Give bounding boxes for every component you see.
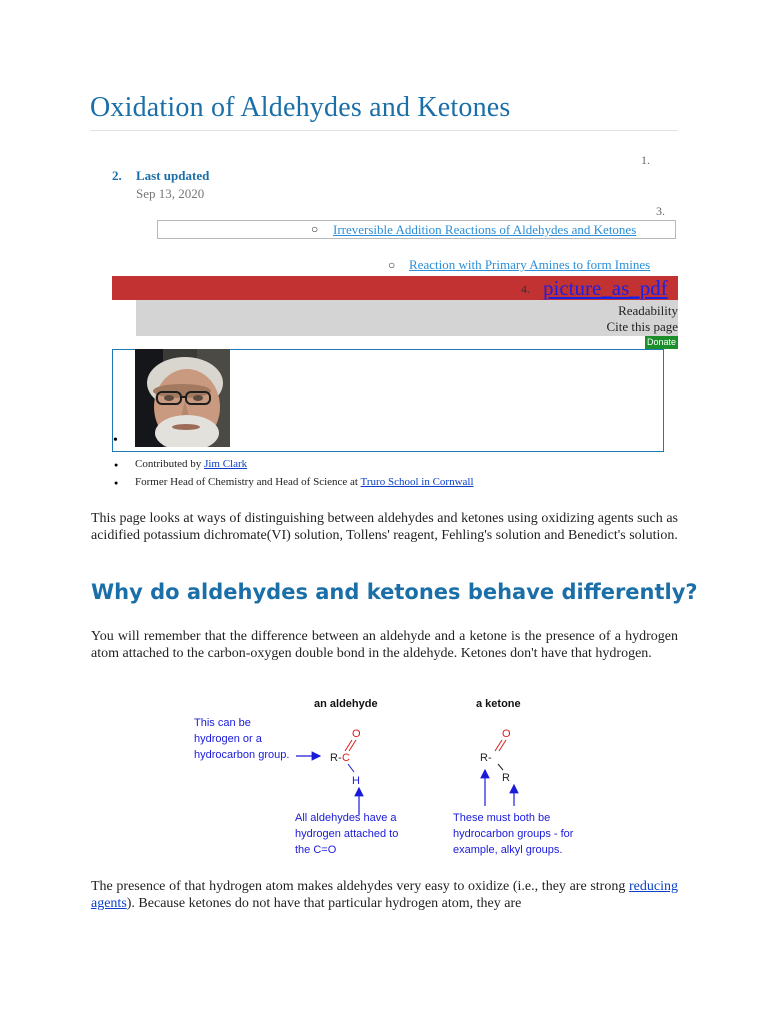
last-updated-label: Last updated bbox=[136, 168, 210, 183]
download-pdf-link[interactable]: picture_as_pdf bbox=[543, 276, 668, 300]
ketone-double-bond-b bbox=[499, 740, 506, 751]
last-updated-date: Sep 13, 2020 bbox=[136, 186, 205, 201]
left-note-line-2: hydrogen or a bbox=[194, 733, 262, 745]
author-photo bbox=[135, 349, 230, 447]
credit-bullet-2: ● bbox=[114, 479, 119, 487]
difference-paragraph: You will remember that the difference between an aldehyde and a ketone is the presence of a hydrogen atom attached to the carbon-oxygen double bond in the aldehyde. Ketones don't have that hydrogen. bbox=[91, 629, 678, 661]
ketone-note-line-1: These must both be bbox=[453, 812, 551, 824]
aldehyde-hydrogen: H bbox=[352, 775, 360, 787]
ketone-second-r-group: R bbox=[502, 772, 510, 784]
author-list-bullet: • bbox=[113, 433, 118, 448]
contributed-by-line bbox=[135, 458, 247, 470]
left-note-line-1: This can be bbox=[194, 717, 251, 729]
ketone-r-bond bbox=[498, 764, 503, 770]
readability-button[interactable]: Readability bbox=[618, 303, 678, 318]
oxidation-text-end: ). Because ketones do not have that particular hydrogen atom, they are bbox=[126, 896, 522, 911]
aldehyde-ketone-diagram bbox=[180, 690, 600, 865]
author-role-line bbox=[135, 476, 474, 488]
ketone-title: a ketone bbox=[476, 698, 521, 710]
ketone-r-group: R- bbox=[480, 752, 492, 764]
author-name-link[interactable]: Jim Clark bbox=[204, 458, 248, 470]
aldehyde-r-group: R- bbox=[330, 752, 342, 764]
intro-paragraph: This page looks at ways of distinguishing between aldehydes and ketones using oxidizing agents such as acidified potassium dichromate(VI) solution, Tollens' reagent, Fehling's solution and Benedict's solution. bbox=[91, 511, 678, 543]
left-note-line-3: hydrocarbon group. bbox=[194, 749, 290, 761]
ketone-note-line-2: hydrocarbon groups - for bbox=[453, 828, 574, 840]
aldehyde-note-line-3: the C=O bbox=[295, 844, 337, 856]
previous-page-link[interactable]: Irreversible Addition Reactions of Aldehydes and Ketones bbox=[333, 222, 637, 237]
reducing-agents-link[interactable]: reducing agents bbox=[91, 879, 678, 911]
list-marker-4: 4. bbox=[521, 282, 530, 296]
aldehyde-h-bond bbox=[348, 764, 354, 772]
list-marker-1: 1. bbox=[641, 153, 650, 167]
aldehyde-note-line-2: hydrogen attached to bbox=[295, 828, 399, 840]
aldehyde-title: an aldehyde bbox=[314, 698, 378, 710]
contributed-by-prefix: Contributed by bbox=[135, 458, 205, 470]
aldehyde-note-line-1: All aldehydes have a bbox=[295, 812, 397, 824]
previous-page-bullet: ○ bbox=[311, 222, 319, 236]
list-marker-3: 3. bbox=[656, 204, 665, 218]
oxidation-paragraph bbox=[91, 878, 678, 912]
list-marker-2: 2. bbox=[112, 168, 122, 183]
ketone-oxygen: O bbox=[502, 728, 511, 740]
oxidation-text-start: The presence of that hydrogen atom makes aldehydes very easy to oxidize (i.e., they are strong bbox=[91, 879, 630, 894]
author-portrait-image bbox=[135, 349, 230, 447]
donate-button[interactable]: Donate bbox=[646, 337, 677, 347]
ketone-note-line-3: example, alkyl groups. bbox=[453, 844, 563, 856]
school-link[interactable]: Truro School in Cornwall bbox=[360, 476, 474, 488]
ketone-double-bond-a bbox=[495, 740, 502, 751]
next-page-link[interactable]: Reaction with Primary Amines to form Imines bbox=[409, 257, 651, 272]
next-page-bullet: ○ bbox=[388, 258, 396, 272]
aldehyde-oxygen: O bbox=[352, 728, 361, 740]
aldehyde-carbon: C bbox=[342, 752, 350, 764]
section-heading: Why do aldehydes and ketones behave differently? bbox=[91, 580, 698, 604]
author-role-prefix: Former Head of Chemistry and Head of Science at bbox=[135, 476, 361, 488]
credit-bullet-1: ● bbox=[114, 461, 119, 469]
aldehyde-double-bond-b bbox=[349, 740, 356, 751]
aldehyde-double-bond-a bbox=[345, 740, 352, 751]
page-title: Oxidation of Aldehydes and Ketones bbox=[90, 92, 511, 123]
page-tools-panel bbox=[136, 300, 678, 336]
title-divider bbox=[90, 130, 678, 131]
cite-page-button[interactable]: Cite this page bbox=[606, 319, 678, 334]
